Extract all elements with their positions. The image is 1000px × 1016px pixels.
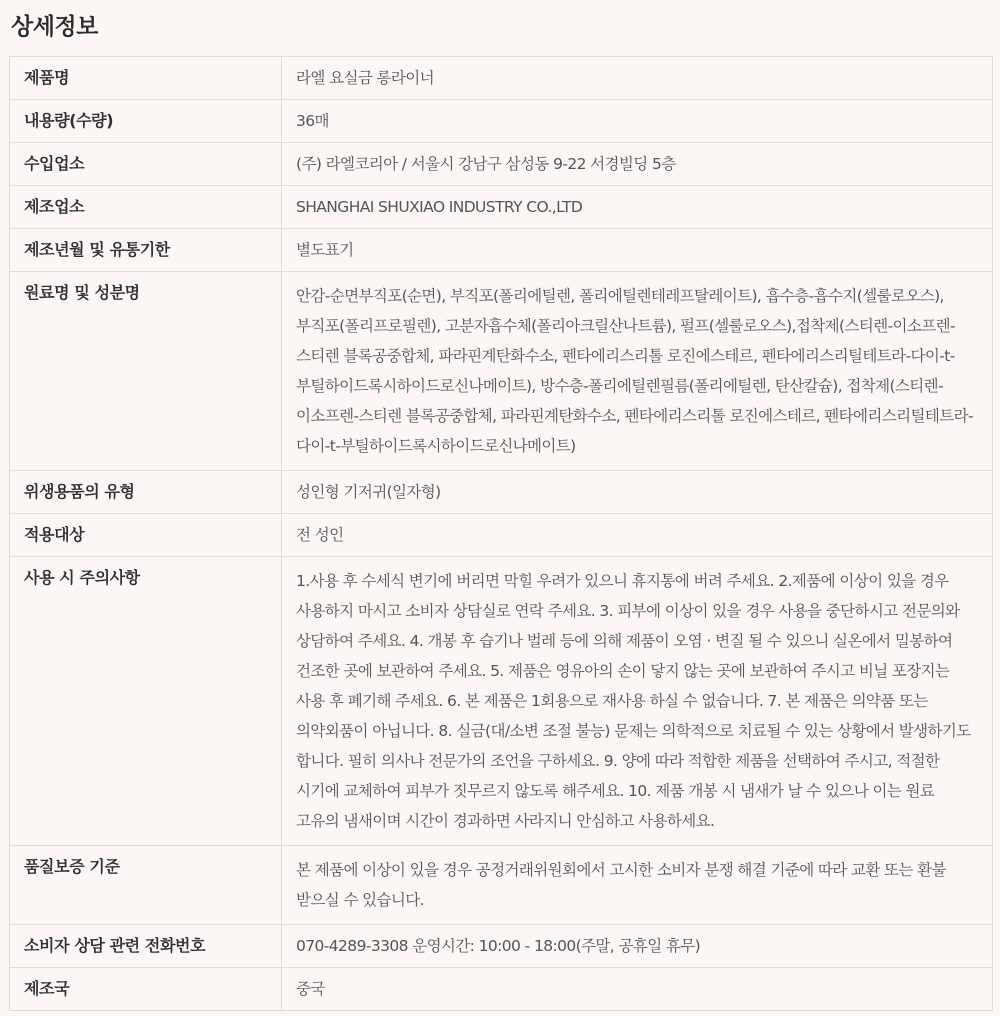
section-title: 상세정보 xyxy=(11,14,98,40)
row-value: 별도표기 xyxy=(282,229,993,272)
table-row xyxy=(10,57,993,100)
row-label: 내용량(수량) xyxy=(10,100,282,143)
row-value: 중국 xyxy=(282,968,993,1011)
row-label: 위생용품의 유형 xyxy=(10,471,282,514)
row-label: 제조국 xyxy=(10,968,282,1011)
table-row xyxy=(10,514,993,557)
table-row xyxy=(10,143,993,186)
row-label: 수입업소 xyxy=(10,143,282,186)
table-row xyxy=(10,471,993,514)
row-label: 품질보증 기준 xyxy=(10,846,282,925)
row-label: 제조년월 및 유통기한 xyxy=(10,229,282,272)
row-label: 적용대상 xyxy=(10,514,282,557)
row-label: 제품명 xyxy=(10,57,282,100)
row-value: 070-4289-3308 운영시간: 10:00 - 18:00(주말, 공휴일 휴무) xyxy=(282,925,993,968)
table-row xyxy=(10,272,993,471)
table-row xyxy=(10,557,993,846)
product-info-table xyxy=(9,56,993,1011)
row-value: 36매 xyxy=(282,100,993,143)
table-row xyxy=(10,100,993,143)
row-label: 제조업소 xyxy=(10,186,282,229)
row-value: (주) 라엘코리아 / 서울시 강남구 삼성동 9-22 서경빌딩 5층 xyxy=(282,143,993,186)
row-label: 원료명 및 성분명 xyxy=(10,272,282,471)
table-row xyxy=(10,846,993,925)
row-label: 소비자 상담 관련 전화번호 xyxy=(10,925,282,968)
row-value: 전 성인 xyxy=(282,514,993,557)
row-value: 성인형 기저귀(일자형) xyxy=(282,471,993,514)
table-row xyxy=(10,925,993,968)
row-value: 1.사용 후 수세식 변기에 버리면 막힐 우려가 있으니 휴지통에 버려 주세요. 2.제품에 이상이 있을 경우 사용하지 마시고 소비자 상담실로 연락 주세요. 3. 피부에 이상이 있을 경우 사용을 중단하시고 전문의와 상담하여 주세요. 4. 개봉 후 습기나 벌레 등에 의해 제품이 오염 · 변질 될 수 있으니 실온에서 밀봉하여 건조한 곳에 보관하여 주세요. 5. 제품은 영유아의 손이 닿지 않는 곳에 보관하여 주시고 비닐 포장지는 사용 후 폐기해 주세요. 6. 본 제품은 1회용으로 재사용 하실 수 없습니다. 7. 본 제품은 의약품 또는 의약외품이 아닙니다. 8. 실금(대/소변 조절 불능) 문제는 의학적으로 치료될 수 있는 상황에서 발생하기도 합니다. 필히 의사나 전문가의 조언을 구하세요. 9. 양에 따라 적합한 제품을 선택하여 주시고, 적절한 시기에 교체하여 피부가 짓무르지 않도록 해주세요. 10. 제품 개봉 시 냄새가 날 수 있으나 이는 원료 고유의 냄새이며 시간이 경과하면 사라지니 안심하고 사용하세요. xyxy=(282,557,993,846)
table-row xyxy=(10,229,993,272)
row-value: SHANGHAI SHUXIAO INDUSTRY CO.,LTD xyxy=(282,186,993,229)
table-row xyxy=(10,186,993,229)
table-row xyxy=(10,968,993,1011)
row-label: 사용 시 주의사항 xyxy=(10,557,282,846)
row-value: 라엘 요실금 롱라이너 xyxy=(282,57,993,100)
row-value: 본 제품에 이상이 있을 경우 공정거래위원회에서 고시한 소비자 분쟁 해결 기준에 따라 교환 또는 환불 받으실 수 있습니다. xyxy=(282,846,993,925)
row-value: 안감-순면부직포(순면), 부직포(폴리에틸렌, 폴리에틸렌테레프탈레이트), 흡수층-흡수지(셀룰로오스), 부직포(폴리프로필렌), 고분자흡수체(폴리아크릴산나트륨), 펄프(셀룰로오스),접착제(스티렌-이소프렌-스티렌 블록공중합체, 파라핀계탄화수소, 펜타에리스리톨 로진에스테르, 펜타에리스리틸테트라-다이-t-부틸하이드록시하이드로신나메이트), 방수층-폴리에틸렌필름(폴리에틸렌, 탄산칼슘), 접착제(스티렌-이소프렌-스티렌 블록공중합체, 파라핀계탄화수소, 펜타에리스리톨 로진에스테르, 펜타에리스리틸테트라-다이-t-부틸하이드록시하이드로신나메이트) xyxy=(282,272,993,471)
